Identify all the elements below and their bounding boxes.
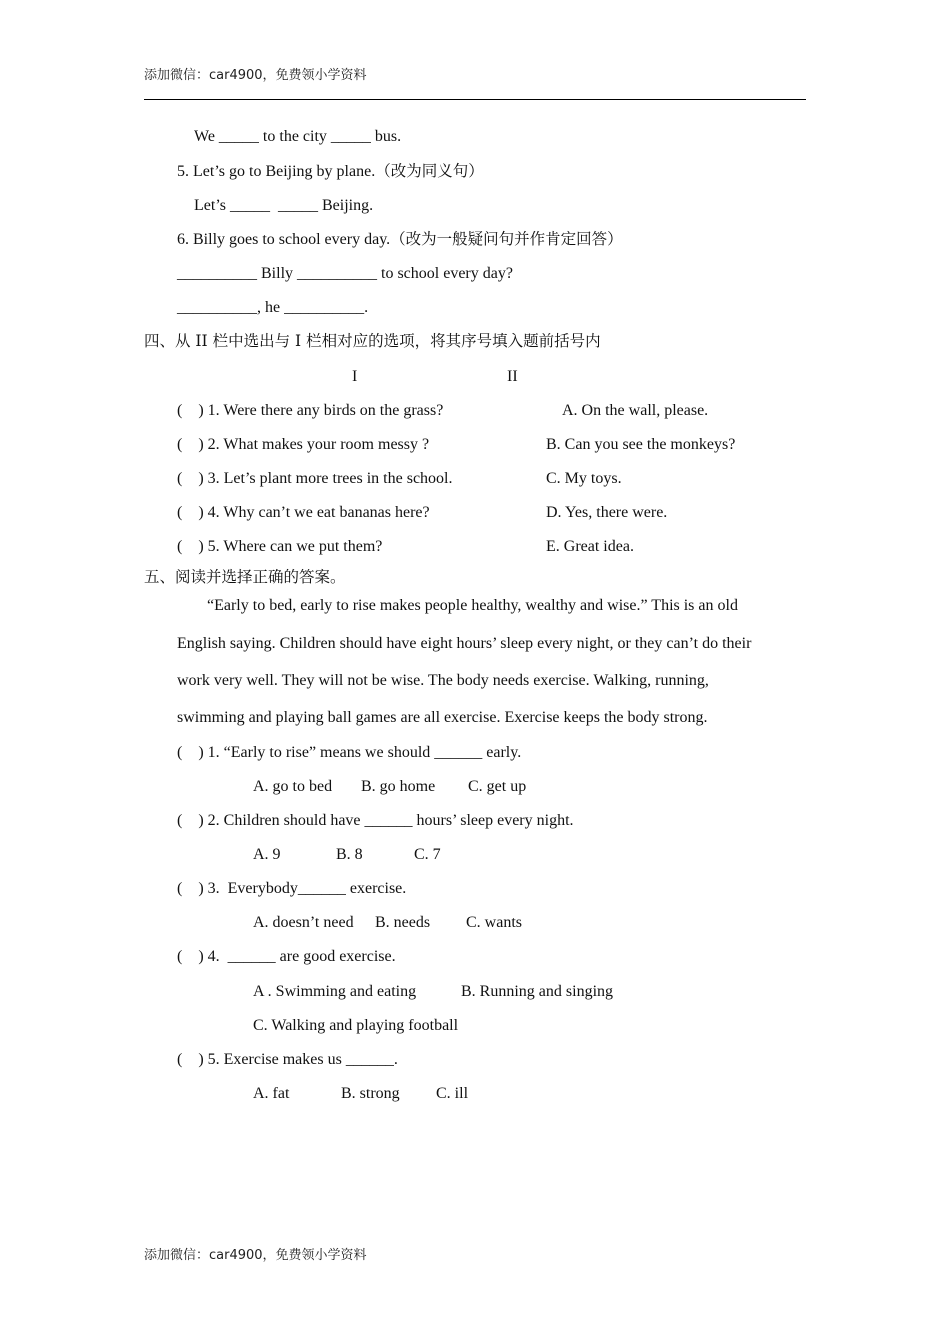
reading-q5-option-c: C. ill bbox=[436, 1085, 469, 1102]
reading-q2-option-b: B. 8 bbox=[336, 846, 363, 863]
section4-heading: 四、从 II 栏中选出与 I 栏相对应的选项，将其序号填入题前括号内 bbox=[144, 332, 601, 350]
reading-q3-stem: ( ) 3. Everybody______ exercise. bbox=[177, 880, 407, 897]
match-right-c: C. My toys. bbox=[546, 470, 622, 487]
reading-q2-option-a: A. 9 bbox=[253, 846, 281, 863]
match-right-b: B. Can you see the monkeys? bbox=[546, 436, 736, 453]
reading-q4-stem: ( ) 4. ______ are good exercise. bbox=[177, 948, 396, 965]
q6-text: 6. Billy goes to school every day. bbox=[177, 231, 391, 248]
reading-q4-option-b: B. Running and singing bbox=[461, 983, 614, 1000]
q4-answer-line: We _____ to the city _____ bus. bbox=[194, 128, 402, 145]
reading-q1-option-a: A. go to bed bbox=[253, 778, 333, 795]
q6-answer-line-1: __________ Billy __________ to school every day? bbox=[177, 265, 513, 282]
header-watermark: 添加微信：car4900，免费领小学资料 bbox=[144, 68, 367, 83]
q5-text: 5. Let’s go to Beijing by plane. bbox=[177, 163, 376, 180]
reading-q3-option-b: B. needs bbox=[375, 914, 431, 931]
passage-line-2: English saying. Children should have eight hours’ sleep every night, or they can’t do their bbox=[177, 635, 752, 652]
footer-watermark: 添加微信：car4900，免费领小学资料 bbox=[144, 1248, 367, 1263]
q5-line bbox=[177, 161, 484, 182]
passage-line-4: swimming and playing ball games are all exercise. Exercise keeps the body strong. bbox=[177, 709, 708, 726]
match-left-5: ( ) 5. Where can we put them? bbox=[177, 538, 383, 555]
reading-q5-option-b: B. strong bbox=[341, 1085, 400, 1102]
reading-q4-option-a: A . Swimming and eating bbox=[253, 983, 417, 1000]
section5-heading: 五、阅读并选择正确的答案。 bbox=[144, 568, 346, 586]
header-rule bbox=[144, 99, 806, 100]
reading-q1-stem: ( ) 1. “Early to rise” means we should ______ early. bbox=[177, 744, 522, 761]
q5-note: （改为同义句） bbox=[375, 162, 484, 180]
reading-q4-option-c: C. Walking and playing football bbox=[253, 1017, 459, 1034]
reading-q2-option-c: C. 7 bbox=[414, 846, 441, 863]
match-right-d: D. Yes, there were. bbox=[546, 504, 668, 521]
match-left-4: ( ) 4. Why can’t we eat bananas here? bbox=[177, 504, 430, 521]
match-right-a: A. On the wall, please. bbox=[562, 402, 709, 419]
passage-line-1: “Early to bed, early to rise makes people healthy, wealthy and wise.” This is an old bbox=[207, 597, 738, 614]
column-i-label: I bbox=[352, 368, 358, 385]
reading-q2-stem: ( ) 2. Children should have ______ hours’ sleep every night. bbox=[177, 812, 574, 829]
passage-line-3: work very well. They will not be wise. The body needs exercise. Walking, running, bbox=[177, 672, 709, 689]
q5-answer-line: Let’s _____ _____ Beijing. bbox=[194, 197, 374, 214]
reading-q1-option-c: C. get up bbox=[468, 778, 527, 795]
column-ii-label: II bbox=[507, 368, 518, 385]
match-right-e: E. Great idea. bbox=[546, 538, 634, 555]
match-left-2: ( ) 2. What makes your room messy ? bbox=[177, 436, 430, 453]
match-left-3: ( ) 3. Let’s plant more trees in the school. bbox=[177, 470, 453, 487]
q6-note: （改为一般疑问句并作肯定回答） bbox=[390, 230, 623, 248]
q6-answer-line-2: __________, he __________. bbox=[177, 299, 369, 316]
match-left-1: ( ) 1. Were there any birds on the grass? bbox=[177, 402, 444, 419]
reading-q1-option-b: B. go home bbox=[361, 778, 436, 795]
reading-q3-option-c: C. wants bbox=[466, 914, 522, 931]
q6-line bbox=[177, 229, 623, 250]
reading-q3-option-a: A. doesn’t need bbox=[253, 914, 354, 931]
reading-q5-option-a: A. fat bbox=[253, 1085, 290, 1102]
reading-q5-stem: ( ) 5. Exercise makes us ______. bbox=[177, 1051, 398, 1068]
